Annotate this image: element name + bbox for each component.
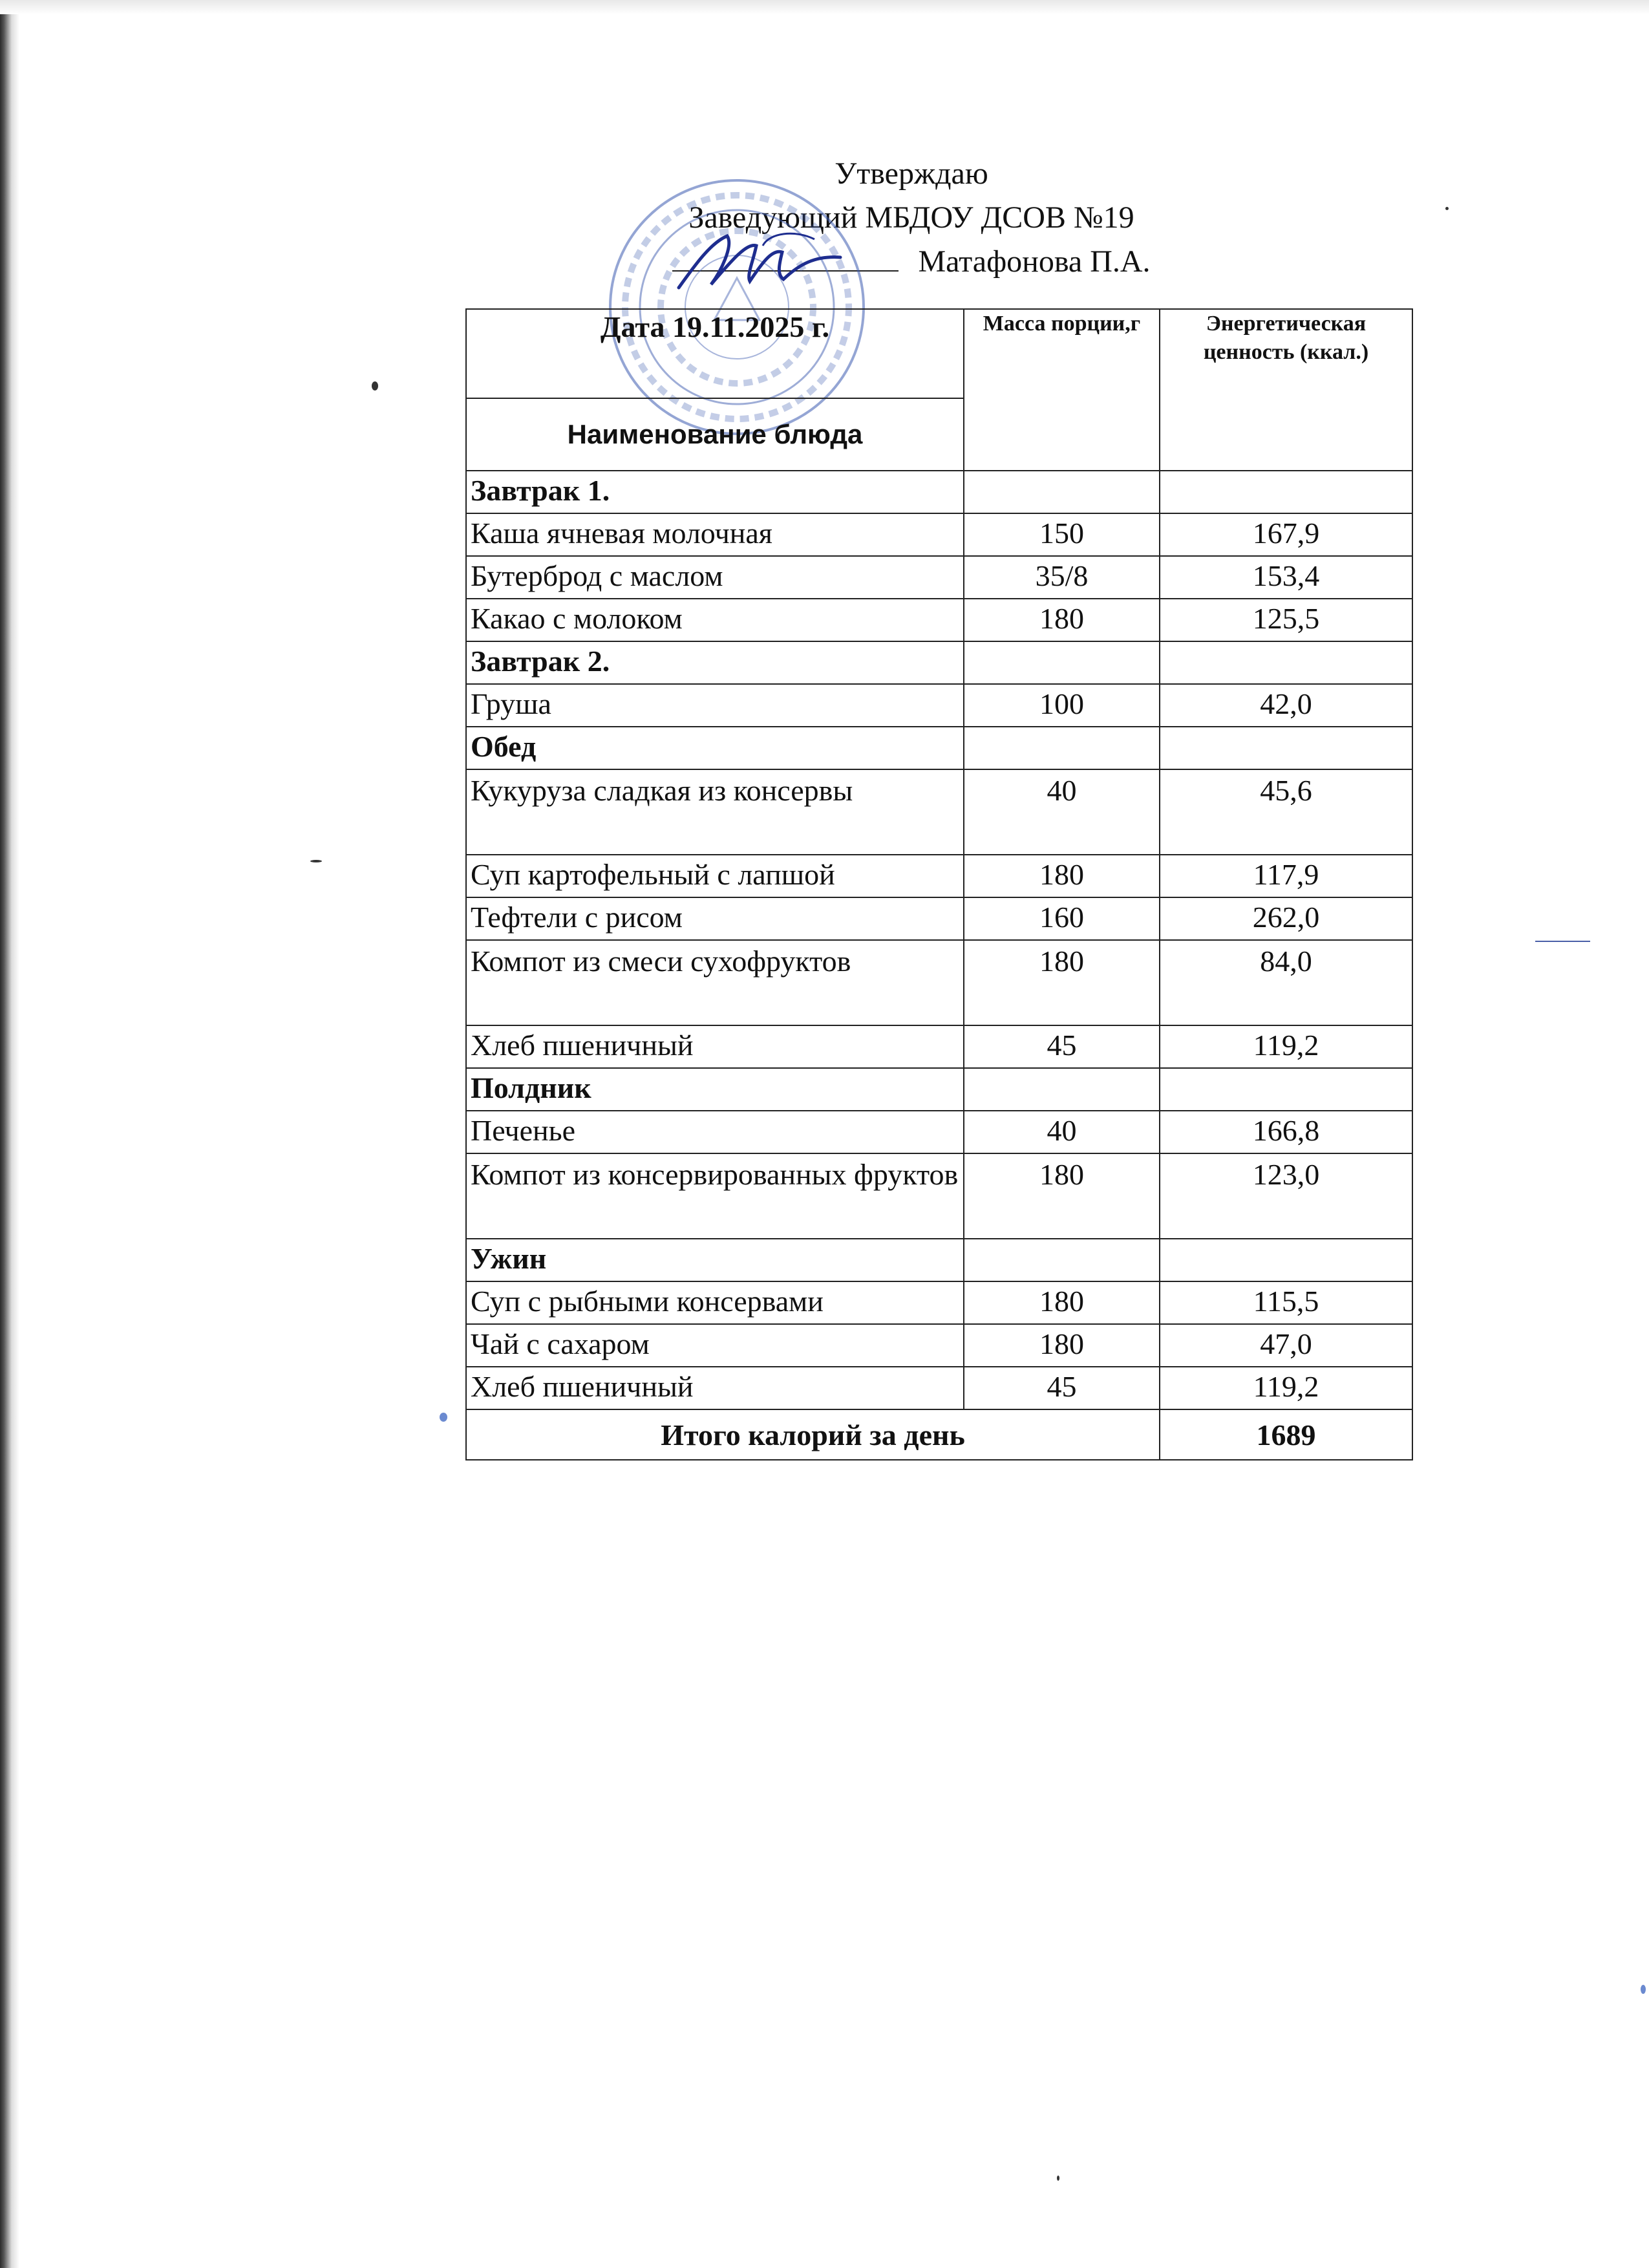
- empty-cell: [964, 471, 1160, 513]
- dish-energy: 153,4: [1160, 556, 1412, 599]
- table-row: [466, 556, 1412, 599]
- total-label: Итого калорий за день: [466, 1409, 1160, 1460]
- dish-name: Компот из консервированных фруктов: [466, 1153, 964, 1239]
- section-title: Завтрак 1.: [466, 471, 964, 513]
- dish-mass: 150: [964, 513, 1160, 556]
- section-row: [466, 641, 1412, 684]
- table-row: [466, 599, 1412, 641]
- table-row: [466, 1281, 1412, 1324]
- table-row: [466, 513, 1412, 556]
- dish-mass: 40: [964, 769, 1160, 855]
- date-header: Дата 19.11.2025 г.: [466, 309, 964, 398]
- table-row: [466, 769, 1412, 855]
- scan-speck: [372, 381, 378, 390]
- scan-edge-top: [0, 0, 1649, 14]
- dish-energy: 45,6: [1160, 769, 1412, 855]
- dish-name: Тефтели с рисом: [466, 897, 964, 940]
- section-row: [466, 1068, 1412, 1111]
- dish-name: Суп картофельный с лапшой: [466, 855, 964, 897]
- dish-mass: 45: [964, 1367, 1160, 1409]
- section-title: Полдник: [466, 1068, 964, 1111]
- empty-cell: [964, 1068, 1160, 1111]
- dish-name: Бутерброд с маслом: [466, 556, 964, 599]
- dish-energy: 119,2: [1160, 1025, 1412, 1068]
- scan-speck: [1445, 207, 1449, 210]
- dish-name: Какао с молоком: [466, 599, 964, 641]
- section-row: [466, 471, 1412, 513]
- total-row: [466, 1409, 1412, 1460]
- scan-speck: [440, 1413, 447, 1422]
- dish-name: Компот из смеси сухофруктов: [466, 940, 964, 1025]
- table-row: [466, 1111, 1412, 1153]
- empty-cell: [1160, 1239, 1412, 1281]
- dish-name: Хлеб пшеничный: [466, 1025, 964, 1068]
- dish-mass: 160: [964, 897, 1160, 940]
- section-title: Обед: [466, 727, 964, 769]
- scan-speck: [310, 860, 322, 862]
- empty-cell: [1160, 727, 1412, 769]
- dish-energy: 115,5: [1160, 1281, 1412, 1324]
- section-title: Завтрак 2.: [466, 641, 964, 684]
- dish-energy: 166,8: [1160, 1111, 1412, 1153]
- empty-cell: [964, 1239, 1160, 1281]
- dish-mass: 180: [964, 599, 1160, 641]
- dish-name: Чай с сахаром: [466, 1324, 964, 1367]
- table-row: [466, 897, 1412, 940]
- dish-mass: 180: [964, 940, 1160, 1025]
- signature-underline: [672, 244, 899, 272]
- table-row: [466, 1324, 1412, 1367]
- table-row: [466, 1153, 1412, 1239]
- dish-energy: 125,5: [1160, 599, 1412, 641]
- dish-energy: 123,0: [1160, 1153, 1412, 1239]
- dish-name: Суп с рыбными консервами: [466, 1281, 964, 1324]
- dish-mass: 180: [964, 1324, 1160, 1367]
- total-value: 1689: [1160, 1409, 1412, 1460]
- dish-mass: 35/8: [964, 556, 1160, 599]
- section-title: Ужин: [466, 1239, 964, 1281]
- dish-mass: 45: [964, 1025, 1160, 1068]
- dish-name: Груша: [466, 684, 964, 727]
- dish-mass: 180: [964, 1281, 1160, 1324]
- dish-mass: 100: [964, 684, 1160, 727]
- dish-mass: 180: [964, 855, 1160, 897]
- table-row: [466, 1025, 1412, 1068]
- dish-name: Кукуруза сладкая из консервы: [466, 769, 964, 855]
- table-row: [466, 855, 1412, 897]
- approval-title: Утверждаю: [835, 156, 988, 191]
- dish-name: Каша ячневая молочная: [466, 513, 964, 556]
- approval-position: Заведующий МБДОУ ДСОВ №19: [688, 200, 1134, 235]
- table-row: [466, 1367, 1412, 1409]
- section-row: [466, 727, 1412, 769]
- dish-name: Печенье: [466, 1111, 964, 1153]
- dish-energy: 47,0: [1160, 1324, 1412, 1367]
- dish-energy: 119,2: [1160, 1367, 1412, 1409]
- dish-mass: 40: [964, 1111, 1160, 1153]
- approver-name: Матафонова П.А.: [918, 244, 1151, 279]
- approval-signature-line: [582, 240, 1241, 284]
- dish-mass: 180: [964, 1153, 1160, 1239]
- table-row: [466, 684, 1412, 727]
- pen-mark: [1535, 941, 1590, 942]
- table-row: [466, 940, 1412, 1025]
- menu-table: [465, 308, 1413, 1460]
- scan-edge: [0, 0, 19, 2268]
- dish-energy: 262,0: [1160, 897, 1412, 940]
- scan-speck: [1057, 2176, 1059, 2181]
- empty-cell: [1160, 1068, 1412, 1111]
- dish-name: Хлеб пшеничный: [466, 1367, 964, 1409]
- mass-header: Масса порции,г: [964, 309, 1160, 471]
- empty-cell: [1160, 471, 1412, 513]
- dish-energy: 84,0: [1160, 940, 1412, 1025]
- dish-energy: 42,0: [1160, 684, 1412, 727]
- empty-cell: [964, 727, 1160, 769]
- dish-name-header: Наименование блюда: [466, 398, 964, 471]
- empty-cell: [1160, 641, 1412, 684]
- energy-header: Энергетическая ценность (ккал.): [1160, 309, 1412, 471]
- empty-cell: [964, 641, 1160, 684]
- section-row: [466, 1239, 1412, 1281]
- scan-speck: [1641, 1985, 1646, 1994]
- dish-energy: 167,9: [1160, 513, 1412, 556]
- dish-energy: 117,9: [1160, 855, 1412, 897]
- approval-block: [582, 152, 1241, 288]
